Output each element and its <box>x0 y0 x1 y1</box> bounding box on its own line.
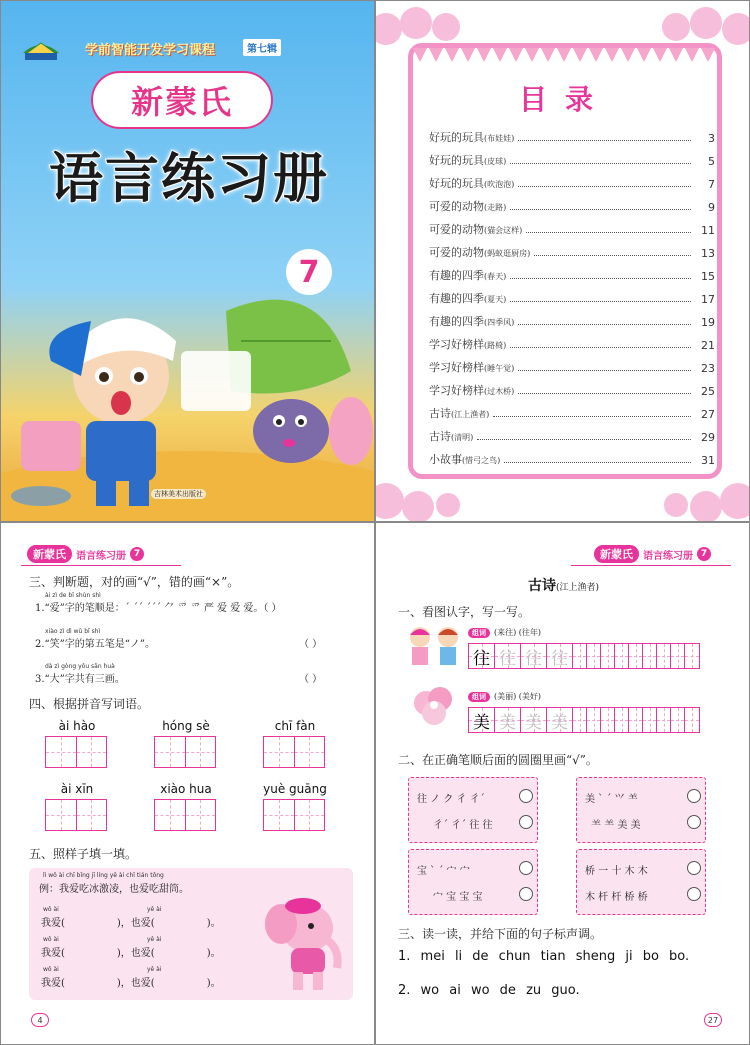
answer-circle[interactable] <box>687 789 701 803</box>
pinyin-word: xiào hua <box>160 782 212 796</box>
answer-circle[interactable] <box>519 815 533 829</box>
answer-circle[interactable] <box>519 789 533 803</box>
toc-entry[interactable]: 可爱的动物(猫会这样) 11 <box>429 223 715 237</box>
header-volume: 7 <box>697 547 711 561</box>
brand-title: 新蒙氏 <box>130 83 233 121</box>
children-illustration <box>402 625 468 673</box>
writing-grid-2[interactable]: 美 美 美 美 <box>468 707 700 733</box>
fill-line-2[interactable]: 我爱( )，也爱( )。 <box>41 948 221 959</box>
elephant-illustration <box>263 888 349 996</box>
stroke-line: 桥 一 十 木 木 <box>585 866 648 877</box>
book-title: 语言练习册 <box>49 147 329 210</box>
answer-circle[interactable] <box>519 861 533 875</box>
q1-pinyin: ài zì de bǐ shùn shì <box>45 592 101 599</box>
pinyin-word: ài xīn <box>60 782 94 796</box>
section-5-heading: 五、照样子填一填。 <box>29 847 138 861</box>
volume-badge <box>286 249 332 295</box>
stroke-line: 宀 宝 宝 宝 <box>433 892 483 903</box>
page-header <box>594 543 711 565</box>
section-4-heading: 四、根据拼音写词语。 <box>29 697 150 711</box>
reading-sentence-1: 1. mei li de chun tian sheng ji bo bo. <box>398 949 690 964</box>
writing-grid-1[interactable]: 往 往 往 往 <box>468 643 700 669</box>
stroke-line: 美 ˋ ˊ ⺍ ⺷ <box>585 794 638 805</box>
fill-pinyin: wǒ ài <box>43 906 59 913</box>
flower-illustration <box>406 683 462 733</box>
stroke-line: 往 ノ ク 彳 彳´ <box>417 794 485 805</box>
example-words: (美丽) (美好) <box>494 692 542 701</box>
answer-circle[interactable] <box>687 815 701 829</box>
stroke-line: 宝 ˋ ˊ 宀 宀 <box>417 866 470 877</box>
question-3: 3.“大”字共有三画。 <box>35 674 125 685</box>
toc-frame <box>408 43 722 479</box>
section-1-heading: 一、看图认字，写一写。 <box>398 605 531 619</box>
stroke-order-box <box>576 777 706 843</box>
example-sentence: 例：我爱吃冰激凌，也爱吃甜筒。 <box>39 884 189 895</box>
toc-entry[interactable]: 古诗(江上渔者) 27 <box>429 407 715 421</box>
toc-entry[interactable]: 可爱的动物(走路) 9 <box>429 200 715 214</box>
writing-grid[interactable] <box>45 799 107 831</box>
toc-entry[interactable]: 学习好榜样(过木桥) 25 <box>429 384 715 398</box>
header-brand: 新蒙氏 <box>27 545 72 563</box>
cover-illustration <box>1 281 375 522</box>
page-number: 4 <box>31 1013 49 1027</box>
pinyin-word: hóng sè <box>162 719 210 733</box>
section-3-heading: 三、读一读，并给下面的句子标声调。 <box>398 927 603 941</box>
writing-grid[interactable] <box>154 799 216 831</box>
toc-entry[interactable]: 好玩的玩具(吹泡泡) 7 <box>429 177 715 191</box>
answer-circle[interactable] <box>519 887 533 901</box>
reading-sentence-2: 2. wo ai wo de zu guo. <box>398 983 580 998</box>
word-group-1 <box>468 627 541 638</box>
stroke-line: 彳´ 彳´ 往 往 <box>433 820 493 831</box>
bottom-cloud-decoration <box>376 471 750 522</box>
toc-entry[interactable]: 有趣的四季(夏天) 17 <box>429 292 715 306</box>
stroke-order-box <box>408 849 538 915</box>
stroke-line: 木 杆 杆 桥 桥 <box>585 892 648 903</box>
writing-grid[interactable] <box>45 736 107 768</box>
stroke-order-box <box>576 849 706 915</box>
volume-number: 7 <box>298 254 320 290</box>
fill-pinyin: wǒ ài <box>43 966 59 973</box>
q2-answer-paren[interactable]: （ ） <box>299 639 323 650</box>
page-4 <box>0 522 375 1045</box>
header-brand: 新蒙氏 <box>594 545 639 563</box>
header-book-name: 语言练习册 <box>643 550 693 562</box>
pinyin-word: chī fàn <box>274 719 316 733</box>
writing-grid[interactable] <box>263 799 325 831</box>
top-cloud-decoration <box>376 1 750 49</box>
question-1: 1.“爱”字的笔顺是：´ ´´ ´´´ ⺈ 爫 爫 严 爱 爱 爱。（ ） <box>35 603 282 614</box>
toc-title: 目录 <box>518 83 611 116</box>
bunting-decoration <box>413 48 717 66</box>
q3-answer-paren[interactable]: （ ） <box>299 674 323 685</box>
section-3-heading: 三、判断题，对的画“√”，错的画“×”。 <box>29 575 240 589</box>
header-line <box>21 565 181 566</box>
fill-line-1[interactable]: 我爱( )，也爱( )。 <box>41 918 221 929</box>
writing-grid[interactable] <box>263 736 325 768</box>
toc-entry[interactable]: 有趣的四季(四季风) 19 <box>429 315 715 329</box>
publisher-name: 吉林美术出版社 <box>151 489 206 499</box>
toc-entry[interactable]: 古诗(清明) 29 <box>429 430 715 444</box>
zuci-tag: 组词 <box>468 692 490 702</box>
stroke-order-box <box>408 777 538 843</box>
fill-pinyin: yě ài <box>147 936 162 943</box>
header-line <box>571 565 731 566</box>
edition-badge: 第七辑 <box>243 39 281 56</box>
section-2-heading: 二、在正确笔顺后面的圆圈里画“√”。 <box>398 753 598 767</box>
toc-entry[interactable]: 好玩的玩具(皮球) 5 <box>429 154 715 168</box>
toc-entry[interactable]: 学习好榜样(路椅) 21 <box>429 338 715 352</box>
book-cover <box>0 0 375 522</box>
pinyin-word: ài hào <box>58 719 96 733</box>
answer-circle[interactable] <box>687 887 701 901</box>
fill-pinyin: yě ài <box>147 966 162 973</box>
toc-entry[interactable]: 好玩的玩具(布娃娃) 3 <box>429 131 715 145</box>
header-volume: 7 <box>130 547 144 561</box>
fill-pinyin: yě ài <box>147 906 162 913</box>
example-words: (来往) (往年) <box>494 628 542 637</box>
writing-grid[interactable] <box>154 736 216 768</box>
fill-line-3[interactable]: 我爱( )，也爱( )。 <box>41 978 221 989</box>
page-header <box>27 543 144 565</box>
zuci-tag: 组词 <box>468 628 490 638</box>
poem-title: 古诗(江上渔者) <box>527 578 600 594</box>
publisher-logo <box>19 31 63 63</box>
header-book-name: 语言练习册 <box>76 550 126 562</box>
fill-in-box <box>29 868 353 1000</box>
answer-circle[interactable] <box>687 861 701 875</box>
series-title: 学前智能开发学习课程 <box>85 43 216 58</box>
toc-list <box>429 122 715 467</box>
stroke-line: ⺷ ⺷ 美 美 <box>591 820 641 831</box>
example-pinyin: lì wǒ ài chī bīng jī líng yě ài chī tián tǒng <box>43 872 164 879</box>
toc-entry[interactable]: 小故事(惜弓之鸟) 31 <box>429 453 715 467</box>
brand-badge <box>93 73 271 127</box>
page-number: 27 <box>704 1013 722 1027</box>
word-group-2 <box>468 691 541 702</box>
toc-entry[interactable]: 学习好榜样(睡午觉) 23 <box>429 361 715 375</box>
q3-pinyin: dà zì gòng yǒu sān huà <box>45 663 115 670</box>
pinyin-word: yuè guāng <box>263 782 327 796</box>
toc-entry[interactable]: 可爱的动物(蚂蚁逛厨房) 13 <box>429 246 715 260</box>
fill-pinyin: wǒ ài <box>43 936 59 943</box>
page-27 <box>375 522 750 1045</box>
q2-pinyin: xiào zì dì wǔ bǐ shì <box>45 628 101 635</box>
table-of-contents-page <box>375 0 750 522</box>
question-2: 2.“笑”字的第五笔是“ノ”。 <box>35 639 155 650</box>
toc-entry[interactable]: 有趣的四季(春天) 15 <box>429 269 715 283</box>
